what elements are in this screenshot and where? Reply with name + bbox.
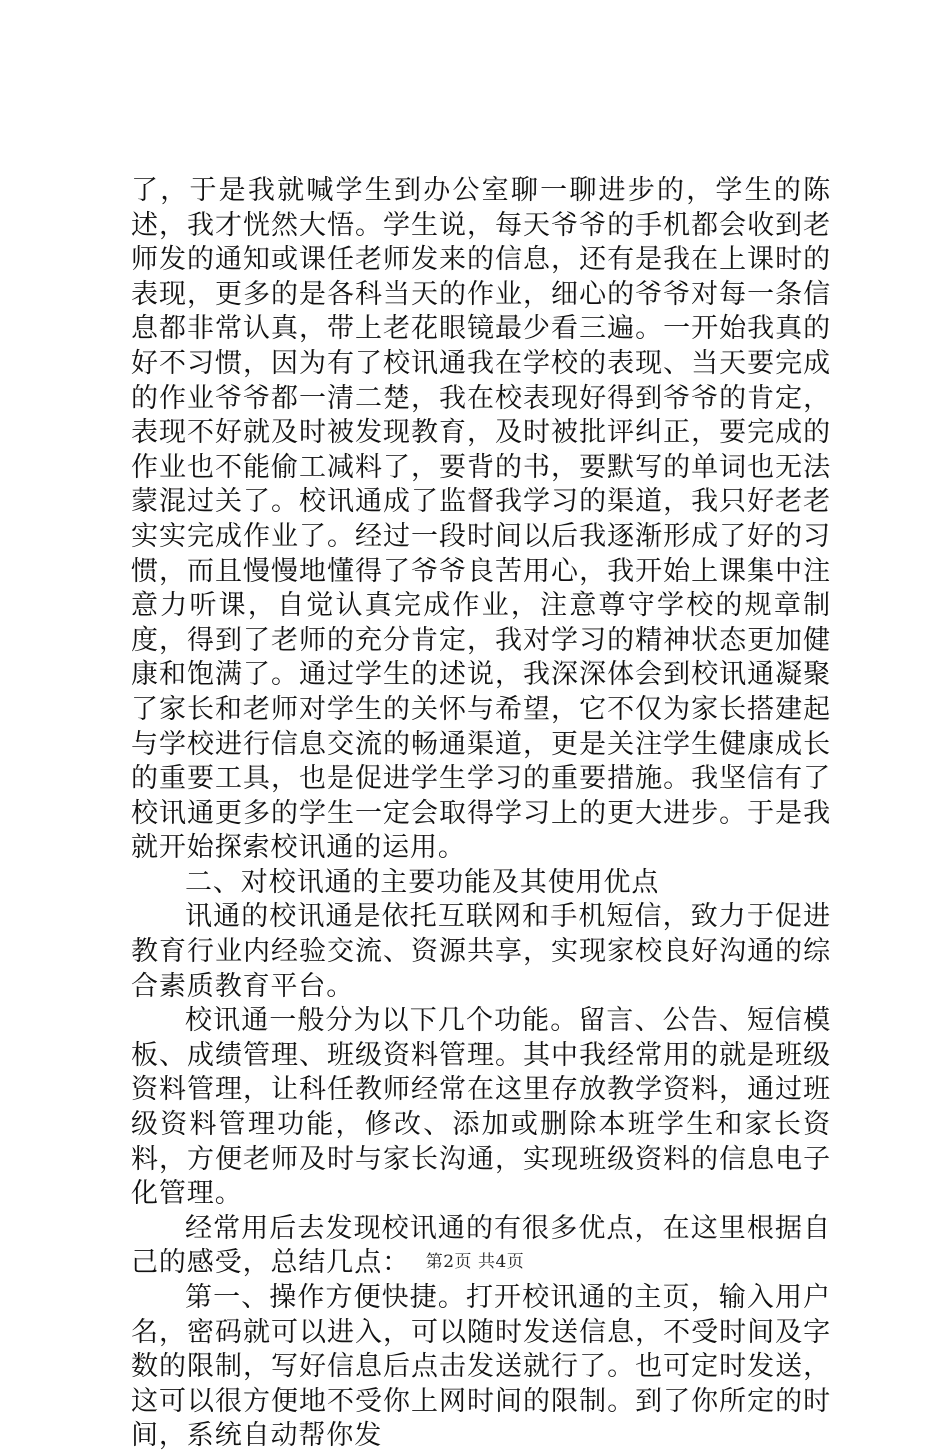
- page-footer: 第2页 共4页: [425, 1252, 525, 1272]
- paragraph-4: 经常用后去发现校讯通的有很多优点，在这里根据自己的感受，总结几点：: [131, 1212, 831, 1279]
- paragraph-3: 校讯通一般分为以下几个功能。留言、公告、短信模板、成绩管理、班级资料管理。其中我经常用的就是班级资料管理，让科任教师经常在这里存放教学资料，通过班级资料管理功能，修改、添加或删除本班学生和家长资料，方便老师及时与家长沟通，实现班级资料的信息电子化管理。: [131, 1005, 831, 1210]
- section-heading: 二、对校讯通的主要功能及其使用优点: [185, 866, 660, 898]
- paragraph-1: 了，于是我就喊学生到办公室聊一聊进步的，学生的陈述，我才恍然大悟。学生说，每天爷爷的手机都会收到老师发的通知或课任老师发来的信息，还有是我在上课时的表现，更多的是各科当天的作业，细心的爷爷对每一条信息都非常认真，带上老花眼镜最少看三遍。一开始我真的好不习惯，因为有了校讯通我在学校的表现、当天要完成的作业爷爷都一清二楚，我在校表现好得到爷爷的肯定，表现不好就及时被发现教育，及时被批评纠正，要完成的作业也不能偷工减料了，要背的书，要默写的单词也无法蒙混过关了。校讯通成了监督我学习的渠道，我只好老老实实完成作业了。经过一段时间以后我逐渐形成了好的习惯，而且慢慢地懂得了爷爷良苦用心，我开始上课集中注意力听课，自觉认真完成作业，注意尊守学校的规章制度，得到了老师的充分肯定，我对学习的精神状态更加健康和饱满了。通过学生的述说，我深深体会到校讯通凝聚了家长和老师对学生的关怀与希望，它不仅为家长搭建起与学校进行信息交流的畅通渠道，更是关注学生健康成长的重要工具，也是促进学生学习的重要措施。我坚信有了校讯通更多的学生一定会取得学习上的更大进步。于是我就开始探索校讯通的运用。: [131, 175, 831, 864]
- paragraph-5: 第一、操作方便快捷。打开校讯通的主页，输入用户名，密码就可以进入，可以随时发送信息，不受时间及字数的限制，写好信息后点击发送就行了。也可定时发送，这可以很方便地不受你上网时间的限制。到了你所定的时间，系统自动帮你发: [131, 1282, 831, 1452]
- paragraph-2: 讯通的校讯通是依托互联网和手机短信，致力于促进教育行业内经验交流、资源共享，实现家校良好沟通的综合素质教育平台。: [131, 901, 831, 1002]
